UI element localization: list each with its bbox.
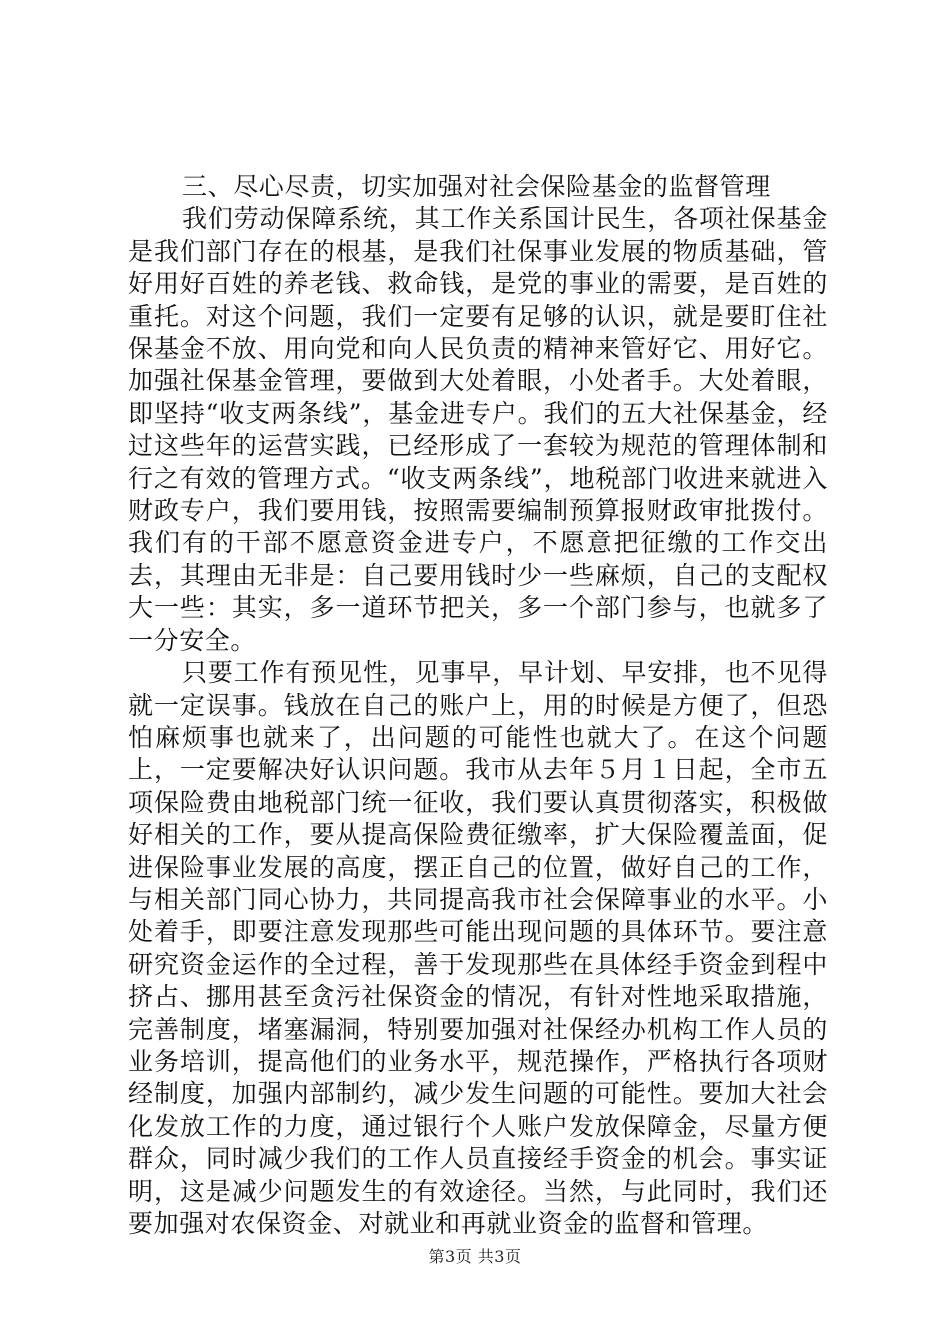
paragraph-2: 只要工作有预见性，见事早，早计划、早安排，也不见得就一定误事。钱放在自己的账户上，用的时候是方便了，但恐怕麻烦事也就来了，出问题的可能性也就大了。在这个问题上，一定要解决好认识问题。我市从去年５月１日起，全市五项保险费由地税部门统一征收，我们要认真贯彻落实，积极做好相关的工作，要从提高保险费征缴率，扩大保险覆盖面，促进保险事业发展的高度，摆正自己的位置，做好自己的工作，与相关部门同心协力，共同提高我市社会保障事业的水平。小处着手，即要注意发现那些可能出现问题的具体环节。要注意研究资金运作的全过程，善于发现那些在具体经手资金到程中挤占、挪用甚至贪污社保资金的情况，有针对性地采取措施，完善制度，堵塞漏洞，特别要加强对社保经办机构工作人员的业务培训，提高他们的业务水平，规范操作，严格执行各项财经制度，加强内部制约，减少发生问题的可能性。要加大社会化发放工作的力度，通过银行个人账户发放保障金，尽量方便群众，同时减少我们的工作人员直接经手资金的机会。事实证明，这是减少问题发生的有效途径。当然，与此同时，我们还要加强对农保资金、对就业和再就业资金的监督和管理。: [128, 658, 828, 1238]
paragraph-1: 我们劳动保障系统，其工作关系国计民生，各项社保基金是我们部门存在的根基，是我们社保事业发展的物质基础，管好用好百姓的养老钱、救命钱，是党的事业的需要，是百姓的重托。对这个问题，我们一定要有足够的认识，就是要盯住社保基金不放、用向党和向人民负责的精神来管好它、用好它。加强社保基金管理，要做到大处着眼，小处者手。大处着眼，即坚持“收支两条线”，基金进专户。我们的五大社保基金，经过这些年的运营实践，已经形成了一套较为规范的管理体制和行之有效的管理方式。“收支两条线”，地税部门收进来就进入财政专户，我们要用钱，按照需要编制预算报财政审批拨付。我们有的干部不愿意资金进专户，不愿意把征缴的工作交出去，其理由无非是：自己要用钱时少一些麻烦，自己的支配权大一些：其实，多一道环节把关，多一个部门参与，也就多了一分安全。: [128, 204, 828, 655]
section-heading: 三、尽心尽责，切实加强对社会保险基金的监督管理: [182, 172, 771, 201]
document-body: [128, 171, 828, 1240]
page-number-label: 第3页 共3页: [428, 1247, 522, 1266]
page-footer: [0, 1244, 950, 1267]
